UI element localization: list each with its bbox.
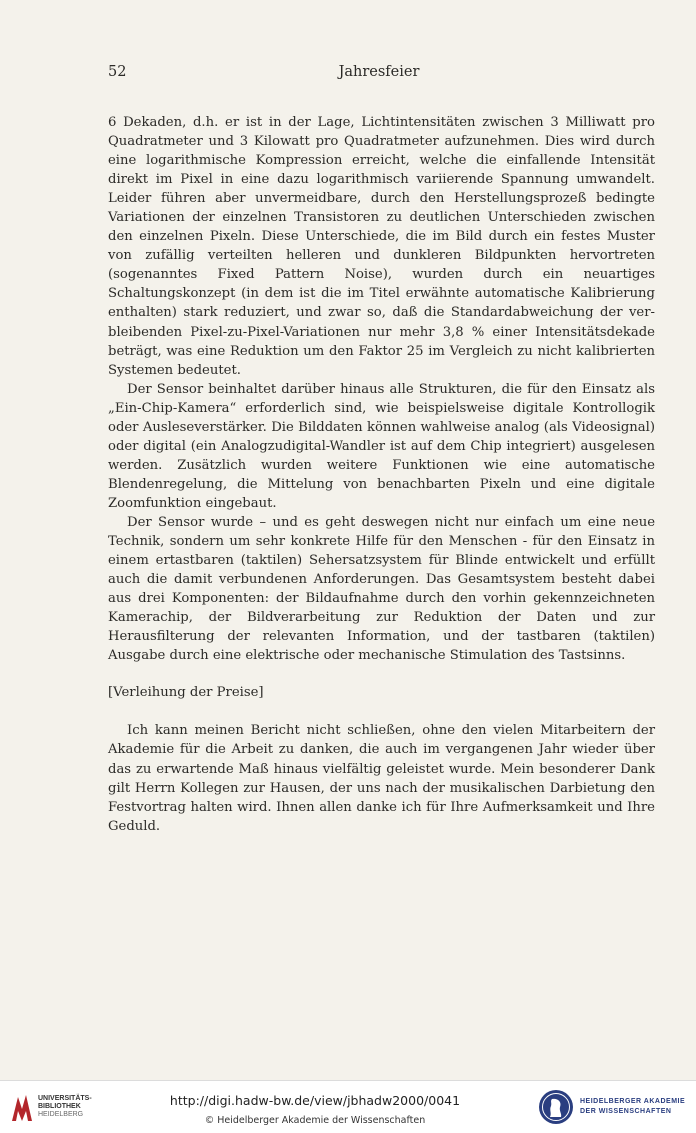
running-head: Jahresfeier	[338, 64, 420, 80]
section-note: [Verleihung der Preise]	[108, 685, 264, 701]
academy-seal-icon[interactable]	[538, 1089, 574, 1125]
viewer-footer	[0, 1080, 696, 1133]
academy-name: HEIDELBERGER AKADEMIE DER WISSENSCHAFTEN	[580, 1098, 686, 1115]
paragraph-1: 6 Dekaden, d.h. er ist in der Lage, Lichtintensitäten zwischen 3 Milliwatt pro Quadratmeter und 3 Kilowatt pro Quadratmeter aufzunehmen. Dies wird durch eine logarithmische Kompression erreicht, welche die einfallende Intensität direkt im Pixel in eine dazu logarithmisch variierende Spannung umwandelt. Leider führen aber unvermeidbare, durch den Herstellungsprozeß bedingte Variationen der einzelnen Transistoren zu deutlichen Unterschieden zwischen den einzelnen Pixeln. Diese Unterschiede, die im Bild durch ein festes Muster von zufällig verteilten helleren und dunkleren Bildpunkten hervortreten (sogenanntes Fixed Pattern Noise), wurden durch ein neuartiges Schaltungskonzept (in dem ist die im Titel erwähnte automatische Kalibrierung enthalten) stark reduziert, und zwar so, daß die Standardabweichung der verbleibenden Pixel-zu-Pixel-Variationen nur mehr 3,8 % einer Intensitätsdekade beträgt, was eine Reduktion um den Faktor 25 im Vergleich zu nicht kalibrierten Systemen bedeutet.	[108, 115, 655, 378]
page-header	[108, 64, 650, 86]
paragraph-2: Der Sensor beinhaltet darüber hinaus alle Strukturen, die für den Einsatz als „Ein-Chip-Kamera“ erforderlich sind, wie beispielsweise digitale Kontrollogik oder Ausleseverstärker. Die Bilddaten können wahlweise analog (als Videosignal) oder digital (ein Analogzudigital-Wandler ist auf dem Chip integriert) ausgelesen werden. Zusätzlich wurden weitere Funktionen wie eine automatische Blendenregelung, die Mittelung von benachbarten Pixeln und eine digitale Zoomfunktion eingebaut.	[108, 381, 655, 511]
university-library-name: UNIVERSITÄTS- BIBLIOTHEK HEIDELBERG	[38, 1095, 92, 1118]
paragraph-4: Ich kann meinen Bericht nicht schließen, ohne den vielen Mitarbeitern der Akademie für die Arbeit zu danken, die auch im vergangenen Jahr wieder über das zu erwartende Maß hinaus vielfältig geleistet wurde. Mein besonderer Dank gilt Herrn Kollegen zur Hausen, der uns nach der musikalischen Darbietung den Festvortrag halten wird. Ihnen allen danke ich für Ihre Aufmerksamkeit und Ihre Geduld.	[108, 723, 655, 834]
permalink-url[interactable]: http://digi.hadw-bw.de/view/jbhadw2000/0041	[169, 1093, 461, 1108]
page-number: 52	[108, 64, 127, 80]
body-text	[108, 113, 655, 836]
paragraph-3: Der Sensor wurde – und es geht deswegen nicht nur einfach um eine neue Technik, sondern um sehr konkrete Hilfe für den Menschen - für den Einsatz in einem ertastbaren (taktilen) Sehersatzsystem für Blinde entwickelt und erfüllt auch die damit verbundenen Anforderungen. Das Gesamtsystem besteht dabei aus drei Komponenten: der Bildaufnahme durch den vorhin gekennzeichneten Kamerachip, der Bildverarbeitung zur Reduktion der Daten und zur Herausfilterung der relevanten Information, und der tastbaren (taktilen) Ausgabe durch eine elektrische oder mechanische Stimulation des Tastsinns.	[108, 514, 655, 664]
copyright-notice: © Heidelberger Akademie der Wissenschaften	[204, 1115, 426, 1126]
university-library-logo-icon[interactable]	[8, 1091, 36, 1125]
